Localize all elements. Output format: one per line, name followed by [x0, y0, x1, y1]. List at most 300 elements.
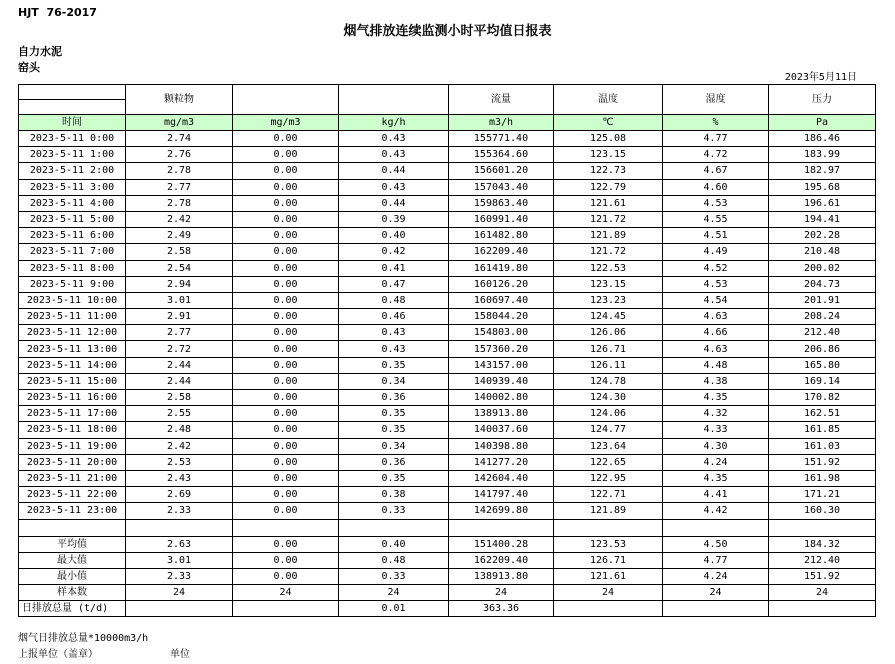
value-cell: 160991.40 — [449, 211, 554, 227]
value-cell: 165.80 — [769, 357, 876, 373]
unit-header-row — [19, 115, 876, 131]
value-cell: 2.48 — [126, 422, 233, 438]
value-cell: 4.33 — [663, 422, 769, 438]
value-cell: 0.00 — [233, 341, 339, 357]
table-row — [19, 503, 876, 519]
value-cell: 0.00 — [233, 536, 339, 552]
value-cell: 0.00 — [233, 454, 339, 470]
table-row — [19, 341, 876, 357]
value-cell: 2.33 — [126, 503, 233, 519]
unit-kg-h: kg/h — [339, 115, 449, 131]
value-cell: 140398.80 — [449, 438, 554, 454]
company-name: 自力水泥 — [18, 45, 62, 58]
col-header-humidity: 湿度 — [663, 85, 769, 115]
table-row — [19, 163, 876, 179]
value-cell: 0.35 — [339, 470, 449, 486]
row-label-cell: 2023-5-11 17:00 — [19, 406, 126, 422]
value-cell: 2.44 — [126, 373, 233, 389]
col-header-pressure: 压力 — [769, 85, 876, 115]
value-cell: 2.53 — [126, 454, 233, 470]
value-cell: 0.00 — [233, 373, 339, 389]
value-cell: 123.23 — [554, 292, 663, 308]
corner-cell-top — [19, 85, 126, 100]
value-cell: 161482.80 — [449, 228, 554, 244]
row-label-cell: 2023-5-11 5:00 — [19, 211, 126, 227]
value-cell: 4.38 — [663, 373, 769, 389]
value-cell: 206.86 — [769, 341, 876, 357]
value-cell: 162209.40 — [449, 244, 554, 260]
value-cell: 123.64 — [554, 438, 663, 454]
value-cell: 0.36 — [339, 454, 449, 470]
unit-mg-m3-1: mg/m3 — [126, 115, 233, 131]
value-cell: 4.60 — [663, 179, 769, 195]
value-cell: 4.53 — [663, 276, 769, 292]
empty-cell — [449, 519, 554, 536]
row-label-cell: 最大值 — [19, 552, 126, 568]
value-cell: 0.00 — [233, 276, 339, 292]
value-cell: 4.63 — [663, 309, 769, 325]
value-cell: 2.44 — [126, 357, 233, 373]
row-label-cell: 2023-5-11 4:00 — [19, 195, 126, 211]
value-cell: 161419.80 — [449, 260, 554, 276]
value-cell: 2.69 — [126, 487, 233, 503]
value-cell: 171.21 — [769, 487, 876, 503]
col-header-particulate: 颗粒物 — [126, 85, 233, 115]
value-cell: 0.34 — [339, 373, 449, 389]
value-cell: 123.53 — [554, 536, 663, 552]
row-label-cell: 2023-5-11 14:00 — [19, 357, 126, 373]
value-cell — [663, 600, 769, 616]
value-cell: 159863.40 — [449, 195, 554, 211]
col-header-flow: 流量 — [449, 85, 554, 115]
value-cell: 0.35 — [339, 422, 449, 438]
value-cell: 4.67 — [663, 163, 769, 179]
value-cell: 2.63 — [126, 536, 233, 552]
value-cell: 162.51 — [769, 406, 876, 422]
value-cell: 202.28 — [769, 228, 876, 244]
data-rows — [19, 131, 876, 520]
report-table — [18, 84, 876, 617]
value-cell: 0.33 — [339, 568, 449, 584]
value-cell: 157360.20 — [449, 341, 554, 357]
value-cell: 155771.40 — [449, 131, 554, 147]
value-cell: 0.43 — [339, 341, 449, 357]
group-header-row — [19, 85, 876, 100]
row-label-cell: 2023-5-11 19:00 — [19, 438, 126, 454]
table-row — [19, 325, 876, 341]
value-cell — [554, 600, 663, 616]
value-cell: 151.92 — [769, 454, 876, 470]
value-cell: 142604.40 — [449, 470, 554, 486]
value-cell: 140037.60 — [449, 422, 554, 438]
row-label-cell: 2023-5-11 23:00 — [19, 503, 126, 519]
empty-cell — [769, 519, 876, 536]
value-cell: 2.78 — [126, 163, 233, 179]
row-label-cell: 2023-5-11 2:00 — [19, 163, 126, 179]
value-cell: 182.97 — [769, 163, 876, 179]
value-cell: 2.42 — [126, 211, 233, 227]
value-cell: 0.46 — [339, 309, 449, 325]
value-cell: 123.15 — [554, 147, 663, 163]
table-row — [19, 406, 876, 422]
value-cell: 4.24 — [663, 568, 769, 584]
value-cell: 0.00 — [233, 260, 339, 276]
corner-cell-bottom — [19, 100, 126, 115]
value-cell: 24 — [554, 584, 663, 600]
summary-row — [19, 552, 876, 568]
summary-row — [19, 600, 876, 616]
value-cell: 0.43 — [339, 131, 449, 147]
value-cell: 121.72 — [554, 244, 663, 260]
value-cell: 0.41 — [339, 260, 449, 276]
value-cell: 4.32 — [663, 406, 769, 422]
row-label-cell: 2023-5-11 12:00 — [19, 325, 126, 341]
value-cell: 157043.40 — [449, 179, 554, 195]
value-cell: 4.72 — [663, 147, 769, 163]
table-row — [19, 179, 876, 195]
unit-mg-m3-2: mg/m3 — [233, 115, 339, 131]
col-header-temperature: 温度 — [554, 85, 663, 115]
value-cell: 122.79 — [554, 179, 663, 195]
empty-cell — [126, 519, 233, 536]
value-cell: 122.53 — [554, 260, 663, 276]
value-cell: 2.54 — [126, 260, 233, 276]
row-label-cell: 最小值 — [19, 568, 126, 584]
value-cell: 0.44 — [339, 195, 449, 211]
value-cell: 4.42 — [663, 503, 769, 519]
value-cell: 212.40 — [769, 552, 876, 568]
value-cell: 138913.80 — [449, 406, 554, 422]
row-label-cell: 2023-5-11 15:00 — [19, 373, 126, 389]
table-row — [19, 292, 876, 308]
value-cell: 0.36 — [339, 390, 449, 406]
value-cell: 0.38 — [339, 487, 449, 503]
table-row — [19, 195, 876, 211]
value-cell: 122.71 — [554, 487, 663, 503]
value-cell: 0.35 — [339, 406, 449, 422]
summary-row — [19, 568, 876, 584]
summary-row — [19, 536, 876, 552]
value-cell: 24 — [126, 584, 233, 600]
row-label-cell: 2023-5-11 6:00 — [19, 228, 126, 244]
value-cell: 24 — [449, 584, 554, 600]
value-cell: 4.35 — [663, 390, 769, 406]
page-title: 烟气排放连续监测小时平均值日报表 — [343, 24, 552, 39]
col-header-blank-1 — [233, 85, 339, 115]
value-cell: 4.48 — [663, 357, 769, 373]
row-label-cell: 2023-5-11 1:00 — [19, 147, 126, 163]
value-cell: 4.54 — [663, 292, 769, 308]
value-cell: 24 — [233, 584, 339, 600]
value-cell: 183.99 — [769, 147, 876, 163]
value-cell: 0.39 — [339, 211, 449, 227]
value-cell: 4.24 — [663, 454, 769, 470]
value-cell: 0.40 — [339, 228, 449, 244]
value-cell: 0.00 — [233, 228, 339, 244]
value-cell: 195.68 — [769, 179, 876, 195]
value-cell: 122.65 — [554, 454, 663, 470]
value-cell: 0.00 — [233, 163, 339, 179]
value-cell: 3.01 — [126, 552, 233, 568]
value-cell: 0.00 — [233, 131, 339, 147]
value-cell — [769, 600, 876, 616]
value-cell: 0.43 — [339, 325, 449, 341]
monitor-location: 窑头 — [18, 61, 40, 74]
value-cell: 194.41 — [769, 211, 876, 227]
table-row — [19, 470, 876, 486]
value-cell: 2.58 — [126, 244, 233, 260]
value-cell — [233, 600, 339, 616]
value-cell: 0.47 — [339, 276, 449, 292]
value-cell: 0.43 — [339, 147, 449, 163]
doc-code: HJT 76-2017 — [18, 6, 97, 19]
value-cell: 151.92 — [769, 568, 876, 584]
row-label-cell: 2023-5-11 21:00 — [19, 470, 126, 486]
separator-section — [19, 519, 876, 536]
value-cell: 4.35 — [663, 470, 769, 486]
value-cell: 0.00 — [233, 292, 339, 308]
value-cell: 121.61 — [554, 195, 663, 211]
value-cell: 4.63 — [663, 341, 769, 357]
value-cell: 143157.00 — [449, 357, 554, 373]
value-cell: 4.30 — [663, 438, 769, 454]
value-cell: 160126.20 — [449, 276, 554, 292]
unit-pa: Pa — [769, 115, 876, 131]
value-cell: 363.36 — [449, 600, 554, 616]
table-row — [19, 309, 876, 325]
value-cell: 142699.80 — [449, 503, 554, 519]
value-cell: 2.94 — [126, 276, 233, 292]
row-label-cell: 2023-5-11 22:00 — [19, 487, 126, 503]
row-label-cell: 2023-5-11 7:00 — [19, 244, 126, 260]
value-cell: 2.72 — [126, 341, 233, 357]
summary-rows — [19, 536, 876, 616]
table-header — [19, 85, 876, 131]
row-label-cell: 样本数 — [19, 584, 126, 600]
value-cell: 24 — [769, 584, 876, 600]
value-cell: 196.61 — [769, 195, 876, 211]
value-cell: 0.00 — [233, 470, 339, 486]
table-row — [19, 422, 876, 438]
value-cell: 126.06 — [554, 325, 663, 341]
table-row — [19, 390, 876, 406]
value-cell: 2.91 — [126, 309, 233, 325]
value-cell: 0.00 — [233, 147, 339, 163]
table-row — [19, 260, 876, 276]
value-cell: 124.45 — [554, 309, 663, 325]
value-cell: 2.76 — [126, 147, 233, 163]
value-cell: 126.11 — [554, 357, 663, 373]
value-cell: 124.30 — [554, 390, 663, 406]
value-cell: 121.89 — [554, 228, 663, 244]
value-cell: 161.85 — [769, 422, 876, 438]
value-cell: 4.55 — [663, 211, 769, 227]
value-cell: 2.77 — [126, 325, 233, 341]
value-cell: 0.40 — [339, 536, 449, 552]
empty-cell — [663, 519, 769, 536]
value-cell: 140939.40 — [449, 373, 554, 389]
value-cell: 24 — [663, 584, 769, 600]
value-cell: 2.77 — [126, 179, 233, 195]
value-cell: 0.00 — [233, 438, 339, 454]
value-cell: 161.03 — [769, 438, 876, 454]
value-cell: 200.02 — [769, 260, 876, 276]
row-label-cell: 2023-5-11 9:00 — [19, 276, 126, 292]
value-cell: 126.71 — [554, 552, 663, 568]
value-cell: 186.46 — [769, 131, 876, 147]
footnote-report-unit: 上报单位（盖章） — [18, 649, 98, 660]
row-label-cell: 2023-5-11 11:00 — [19, 309, 126, 325]
value-cell: 4.51 — [663, 228, 769, 244]
value-cell: 4.49 — [663, 244, 769, 260]
value-cell: 141277.20 — [449, 454, 554, 470]
table-row — [19, 244, 876, 260]
value-cell: 2.74 — [126, 131, 233, 147]
value-cell: 212.40 — [769, 325, 876, 341]
table-row — [19, 131, 876, 147]
row-label-cell: 2023-5-11 13:00 — [19, 341, 126, 357]
value-cell: 0.00 — [233, 325, 339, 341]
unit-m3-h: m3/h — [449, 115, 554, 131]
table-row — [19, 228, 876, 244]
value-cell: 210.48 — [769, 244, 876, 260]
separator-row — [19, 519, 876, 536]
table-row — [19, 147, 876, 163]
value-cell: 126.71 — [554, 341, 663, 357]
report-date: 2023年5月11日 — [784, 72, 857, 83]
col-header-blank-2 — [339, 85, 449, 115]
value-cell: 154803.00 — [449, 325, 554, 341]
row-label-cell: 2023-5-11 0:00 — [19, 131, 126, 147]
value-cell: 0.35 — [339, 357, 449, 373]
value-cell: 24 — [339, 584, 449, 600]
value-cell: 3.01 — [126, 292, 233, 308]
value-cell: 125.08 — [554, 131, 663, 147]
unit-celsius: ℃ — [554, 115, 663, 131]
value-cell: 121.61 — [554, 568, 663, 584]
value-cell: 123.15 — [554, 276, 663, 292]
table-row — [19, 454, 876, 470]
value-cell: 0.00 — [233, 211, 339, 227]
value-cell: 2.33 — [126, 568, 233, 584]
value-cell: 0.00 — [233, 390, 339, 406]
value-cell: 0.00 — [233, 552, 339, 568]
value-cell: 0.00 — [233, 487, 339, 503]
value-cell: 170.82 — [769, 390, 876, 406]
value-cell: 4.50 — [663, 536, 769, 552]
value-cell: 156601.20 — [449, 163, 554, 179]
unit-percent: % — [663, 115, 769, 131]
value-cell: 138913.80 — [449, 568, 554, 584]
value-cell: 0.48 — [339, 552, 449, 568]
value-cell: 0.00 — [233, 422, 339, 438]
table-row — [19, 438, 876, 454]
value-cell: 0.00 — [233, 244, 339, 260]
value-cell: 2.42 — [126, 438, 233, 454]
table-row — [19, 487, 876, 503]
value-cell: 4.77 — [663, 131, 769, 147]
value-cell: 0.00 — [233, 195, 339, 211]
footnote-daily-total: 烟气日排放总量*10000m3/h — [18, 633, 149, 644]
table-row — [19, 373, 876, 389]
value-cell: 0.00 — [233, 309, 339, 325]
value-cell: 158044.20 — [449, 309, 554, 325]
empty-cell — [554, 519, 663, 536]
value-cell: 151400.28 — [449, 536, 554, 552]
value-cell: 2.78 — [126, 195, 233, 211]
row-label-cell: 日排放总量 (t/d) — [19, 600, 126, 616]
value-cell: 140002.80 — [449, 390, 554, 406]
value-cell: 0.44 — [339, 163, 449, 179]
value-cell: 121.72 — [554, 211, 663, 227]
empty-cell — [19, 519, 126, 536]
table-row — [19, 276, 876, 292]
value-cell: 0.42 — [339, 244, 449, 260]
row-label-cell: 2023-5-11 3:00 — [19, 179, 126, 195]
value-cell: 160.30 — [769, 503, 876, 519]
value-cell: 162209.40 — [449, 552, 554, 568]
value-cell: 0.34 — [339, 438, 449, 454]
value-cell: 0.01 — [339, 600, 449, 616]
value-cell: 201.91 — [769, 292, 876, 308]
empty-cell — [233, 519, 339, 536]
value-cell: 161.98 — [769, 470, 876, 486]
value-cell: 4.66 — [663, 325, 769, 341]
value-cell: 0.00 — [233, 179, 339, 195]
value-cell: 0.33 — [339, 503, 449, 519]
row-label-cell: 2023-5-11 20:00 — [19, 454, 126, 470]
value-cell: 0.00 — [233, 503, 339, 519]
row-label-cell: 平均值 — [19, 536, 126, 552]
value-cell: 4.77 — [663, 552, 769, 568]
value-cell: 169.14 — [769, 373, 876, 389]
value-cell: 124.77 — [554, 422, 663, 438]
value-cell: 204.73 — [769, 276, 876, 292]
value-cell: 0.48 — [339, 292, 449, 308]
row-label-cell: 2023-5-11 10:00 — [19, 292, 126, 308]
value-cell: 0.00 — [233, 357, 339, 373]
value-cell: 122.73 — [554, 163, 663, 179]
value-cell: 121.89 — [554, 503, 663, 519]
time-header: 时间 — [19, 115, 126, 131]
value-cell: 2.49 — [126, 228, 233, 244]
value-cell: 0.00 — [233, 406, 339, 422]
empty-cell — [339, 519, 449, 536]
value-cell: 122.95 — [554, 470, 663, 486]
value-cell: 2.55 — [126, 406, 233, 422]
value-cell: 0.43 — [339, 179, 449, 195]
value-cell: 124.78 — [554, 373, 663, 389]
value-cell: 184.32 — [769, 536, 876, 552]
value-cell: 155364.60 — [449, 147, 554, 163]
row-label-cell: 2023-5-11 18:00 — [19, 422, 126, 438]
value-cell: 2.58 — [126, 390, 233, 406]
value-cell: 160697.40 — [449, 292, 554, 308]
value-cell: 4.41 — [663, 487, 769, 503]
value-cell: 0.00 — [233, 568, 339, 584]
value-cell: 4.52 — [663, 260, 769, 276]
table-row — [19, 357, 876, 373]
value-cell: 141797.40 — [449, 487, 554, 503]
value-cell: 2.43 — [126, 470, 233, 486]
summary-row — [19, 584, 876, 600]
value-cell: 208.24 — [769, 309, 876, 325]
footnote-unit: 单位 — [170, 649, 190, 660]
row-label-cell: 2023-5-11 8:00 — [19, 260, 126, 276]
value-cell: 124.06 — [554, 406, 663, 422]
row-label-cell: 2023-5-11 16:00 — [19, 390, 126, 406]
table-row — [19, 211, 876, 227]
